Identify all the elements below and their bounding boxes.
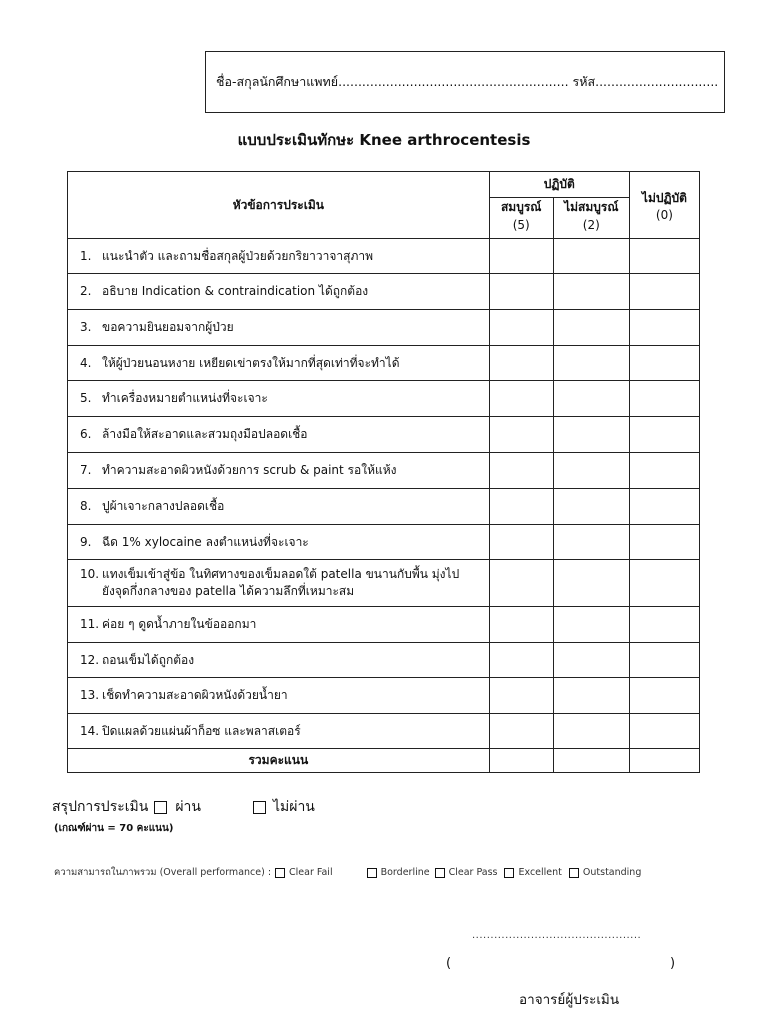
total-cell-incomplete[interactable] (553, 749, 629, 773)
summary-label: สรุปการประเมิน (52, 799, 149, 815)
total-cell-complete[interactable] (489, 749, 553, 773)
score-cell-incomplete[interactable] (553, 489, 629, 525)
item-number: 8. (80, 499, 92, 513)
score-cell-incomplete[interactable] (553, 560, 629, 607)
pass-label: ผ่าน (175, 799, 201, 815)
score-cell-complete[interactable] (489, 310, 553, 346)
option-clear-fail[interactable] (275, 867, 333, 878)
score-cell-not-perform[interactable] (629, 417, 699, 453)
table-row (68, 714, 700, 749)
header-complete-label: สมบูรณ์ (500, 200, 542, 214)
excellent-checkbox[interactable] (504, 868, 514, 878)
option-borderline[interactable] (367, 867, 430, 878)
header-incomplete-label: ไม่สมบูรณ์ (564, 200, 619, 214)
evaluation-table (67, 171, 700, 773)
clear-fail-checkbox[interactable] (275, 868, 285, 878)
score-cell-incomplete[interactable] (553, 274, 629, 310)
item-text: ปูผ้าเจาะกลางปลอดเชื้อ (102, 499, 225, 513)
table-row (68, 525, 700, 560)
header-not-perform (629, 172, 699, 239)
item-number: 10. (80, 567, 100, 581)
item-text: ทำเครื่องหมายตำแหน่งที่จะเจาะ (102, 391, 268, 405)
signature-line: .............................................. (472, 930, 642, 941)
item-text: ล้างมือให้สะอาดและสวมถุงมือปลอดเชื้อ (102, 427, 308, 441)
item-text: ขอความยินยอมจากผู้ป่วย (102, 320, 234, 334)
excellent-label: Excellent (518, 867, 562, 878)
clear-fail-label: Clear Fail (289, 867, 333, 878)
header-incomplete-score: (2) (582, 218, 600, 232)
fail-label: ไม่ผ่าน (272, 799, 315, 815)
score-cell-complete[interactable] (489, 489, 553, 525)
table-row (68, 239, 700, 274)
table-row (68, 274, 700, 310)
score-cell-not-perform[interactable] (629, 714, 699, 749)
score-cell-incomplete[interactable] (553, 417, 629, 453)
student-name-id-line: ชื่อ-สกุลนักศึกษาแพทย์.......................................................... รหัส............................... (216, 74, 719, 89)
option-excellent[interactable] (504, 867, 561, 878)
item-text: ปิดแผลด้วยแผ่นผ้าก็อซ และพลาสเตอร์ (102, 723, 301, 738)
header-complete-score: (5) (512, 218, 530, 232)
total-row (68, 749, 700, 773)
score-cell-complete[interactable] (489, 678, 553, 714)
score-cell-not-perform[interactable] (629, 381, 699, 417)
score-cell-complete[interactable] (489, 643, 553, 678)
item-number: 14. (80, 723, 100, 738)
header-perform: ปฏิบัติ (489, 172, 629, 198)
header-item: หัวข้อการประเมิน (68, 172, 490, 239)
score-cell-complete[interactable] (489, 453, 553, 489)
item-number: 6. (80, 427, 92, 441)
score-cell-incomplete[interactable] (553, 453, 629, 489)
score-cell-complete[interactable] (489, 525, 553, 560)
item-text: อธิบาย Indication & contraindication ได้ถูกต้อง (102, 284, 369, 298)
item-number: 9. (80, 534, 92, 549)
score-cell-not-perform[interactable] (629, 560, 699, 607)
total-label: รวมคะแนน (68, 749, 490, 773)
header-not-perform-label: ไม่ปฏิบัติ (641, 190, 687, 205)
item-number: 4. (80, 355, 92, 370)
table-row (68, 607, 700, 643)
score-cell-not-perform[interactable] (629, 607, 699, 643)
table-row (68, 381, 700, 417)
item-number: 7. (80, 463, 92, 477)
item-number: 3. (80, 320, 92, 334)
item-text-continued: ยังจุดกึ่งกลางของ patella ได้ความลึกที่เหมาะสม (102, 584, 355, 598)
item-number: 11. (80, 617, 100, 631)
table-row (68, 489, 700, 525)
page-title: แบบประเมินทักษะ Knee arthrocentesis (237, 131, 531, 149)
score-cell-complete[interactable] (489, 239, 553, 274)
table-row (68, 453, 700, 489)
score-cell-incomplete[interactable] (553, 239, 629, 274)
table-row (68, 643, 700, 678)
item-number: 13. (80, 688, 100, 702)
score-cell-not-perform[interactable] (629, 453, 699, 489)
score-cell-complete[interactable] (489, 274, 553, 310)
item-text: ค่อย ๆ ดูดน้ำภายในข้อออกมา (102, 617, 257, 631)
fail-checkbox[interactable] (253, 801, 266, 814)
score-cell-not-perform[interactable] (629, 643, 699, 678)
item-text: ถอนเข็มได้ถูกต้อง (102, 652, 195, 667)
item-text: ให้ผู้ป่วยนอนหงาย เหยียดเข่าตรงให้มากที่สุดเท่าที่จะทำได้ (102, 355, 400, 370)
clear-pass-label: Clear Pass (448, 867, 498, 878)
score-cell-not-perform[interactable] (629, 274, 699, 310)
score-cell-incomplete[interactable] (553, 607, 629, 643)
table-row (68, 346, 700, 381)
score-cell-not-perform[interactable] (629, 525, 699, 560)
item-number: 2. (80, 284, 92, 298)
score-cell-incomplete[interactable] (553, 525, 629, 560)
score-cell-not-perform[interactable] (629, 346, 699, 381)
evaluation-summary (52, 796, 315, 818)
item-text: แทงเข็มเข้าสู่ข้อ ในทิศทางของเข็มลอดใต้ patella ขนานกับพื้น มุ่งไป (102, 567, 460, 581)
item-number: 1. (80, 248, 92, 263)
score-cell-complete[interactable] (489, 346, 553, 381)
signature-paren-open: ( (446, 956, 452, 971)
score-cell-complete[interactable] (489, 714, 553, 749)
score-cell-complete[interactable] (489, 607, 553, 643)
signature-paren-close: ) (670, 956, 676, 971)
borderline-checkbox[interactable] (367, 868, 377, 878)
score-cell-not-perform[interactable] (629, 310, 699, 346)
score-cell-not-perform[interactable] (629, 489, 699, 525)
score-cell-incomplete[interactable] (553, 643, 629, 678)
clear-pass-checkbox[interactable] (435, 868, 445, 878)
score-cell-not-perform[interactable] (629, 239, 699, 274)
score-cell-not-perform[interactable] (629, 678, 699, 714)
score-cell-incomplete[interactable] (553, 678, 629, 714)
pass-criteria: (เกณฑ์ผ่าน = 70 คะแนน) (54, 823, 174, 834)
outstanding-checkbox[interactable] (569, 868, 579, 878)
table-row (68, 310, 700, 346)
signature-label: อาจารย์ผู้ประเมิน (519, 992, 620, 1008)
score-cell-complete[interactable] (489, 417, 553, 453)
item-text: แนะนำตัว และถามชื่อสกุลผู้ป่วยด้วยกริยาวาจาสุภาพ (102, 248, 374, 263)
overall-performance (54, 865, 641, 880)
item-number: 5. (80, 391, 92, 405)
header-incomplete (553, 198, 629, 239)
table-row (68, 560, 700, 607)
pass-checkbox[interactable] (154, 801, 167, 814)
outstanding-label: Outstanding (582, 867, 642, 878)
item-text: ทำความสะอาดผิวหนังด้วยการ scrub & paint รอให้แห้ง (102, 463, 397, 477)
score-cell-incomplete[interactable] (553, 310, 629, 346)
borderline-label: Borderline (380, 867, 430, 878)
item-text: ฉีด 1% xylocaine ลงตำแหน่งที่จะเจาะ (102, 534, 309, 549)
score-cell-incomplete[interactable] (553, 346, 629, 381)
overall-label: ความสามารถในภาพรวม (Overall performance) : (54, 867, 272, 878)
score-cell-incomplete[interactable] (553, 381, 629, 417)
option-outstanding[interactable] (569, 867, 641, 878)
table-row (68, 417, 700, 453)
header-complete (489, 198, 553, 239)
table-row (68, 678, 700, 714)
header-not-perform-score: (0) (655, 207, 673, 222)
student-info-box (205, 51, 725, 113)
score-cell-complete[interactable] (489, 381, 553, 417)
score-cell-complete[interactable] (489, 560, 553, 607)
total-cell-not-perform[interactable] (629, 749, 699, 773)
item-text: เช็ดทำความสะอาดผิวหนังด้วยน้ำยา (102, 688, 288, 702)
item-number: 12. (80, 652, 100, 667)
option-clear-pass[interactable] (435, 867, 498, 878)
score-cell-incomplete[interactable] (553, 714, 629, 749)
